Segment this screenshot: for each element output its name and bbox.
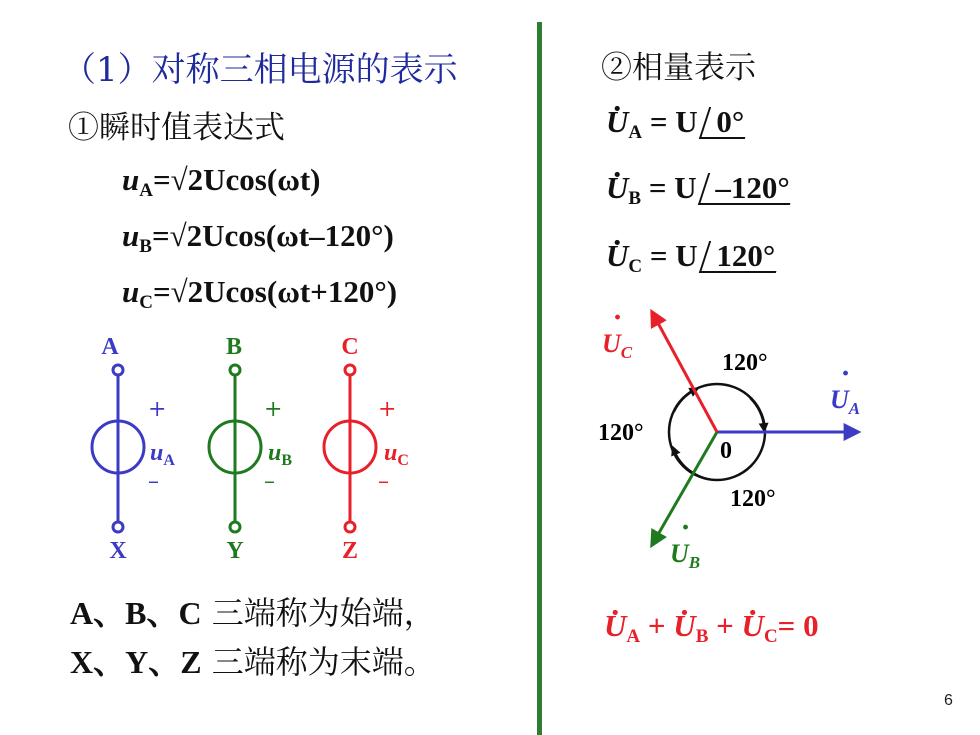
phasor-c-arrow [652,312,717,432]
angle-label-bottom: 120° [730,486,776,512]
terminal-a: A [101,334,119,360]
phasor-b-label: $U_B$ [670,539,701,572]
page-number: 6 [944,692,953,709]
terminal-c: C [341,334,359,360]
label-ub: $u_B$ [268,440,293,469]
equation-ua: $u_A=√2Ucos(\omega t)$ [122,162,321,201]
terminal-y: Y [226,538,244,564]
plus-sign-c: + [378,397,397,422]
minus-sign-a: – [148,469,159,494]
label-ua: $u_A$ [150,440,175,469]
source-b [209,334,292,564]
subtitle-phasor: ②相量表示 [601,50,756,86]
phasor-ub: · $U_B = U$ –120° [606,170,795,210]
source-circuits [80,330,480,565]
start-terminals-note: A、B、C 三端称为始端， [70,594,436,632]
equation-uc: $u_C=√2Ucos(\omega t+120^\circ)$ [122,274,398,313]
terminal-b: B [225,334,243,360]
phasor-sum-equation: · $U_A$ + · $U_B$ + · $U_C= 0$ [604,608,819,648]
terminal-z: Z [341,538,359,564]
section-title: （1）对称三相电源的表示 [62,50,458,90]
svg-text:·: · [613,303,623,333]
plus-sign-a: + [148,397,167,422]
phasor-a-label: $U_A$ [830,385,861,418]
subtitle-instantaneous: ①瞬时值表达式 [68,110,285,146]
svg-text:·: · [681,513,691,543]
angle-label-top: 120° [722,350,768,376]
terminal-x: X [109,538,127,564]
origin-label: 0 [720,438,732,464]
column-divider [537,22,542,735]
angle-label-left: 120° [598,420,644,446]
minus-sign-c: – [378,469,389,494]
plus-sign-b: + [264,397,283,422]
phasor-c-label: $U_C$ [602,329,633,362]
minus-sign-b: – [264,469,275,494]
phasor-ua: · $U_A = U$ 0° [606,104,750,144]
source-c [324,334,409,564]
source-a [92,334,175,564]
end-terminals-note: X、Y、Z 三端称为末端。 [70,643,436,681]
svg-text:·: · [841,359,851,389]
phasor-diagram [590,300,890,590]
label-uc: $u_C$ [384,440,409,469]
phasor-uc: · $U_C = U$ 120° [606,238,781,278]
equation-ub: $u_B=√2Ucos(\omega t-120^\circ)$ [122,218,394,257]
